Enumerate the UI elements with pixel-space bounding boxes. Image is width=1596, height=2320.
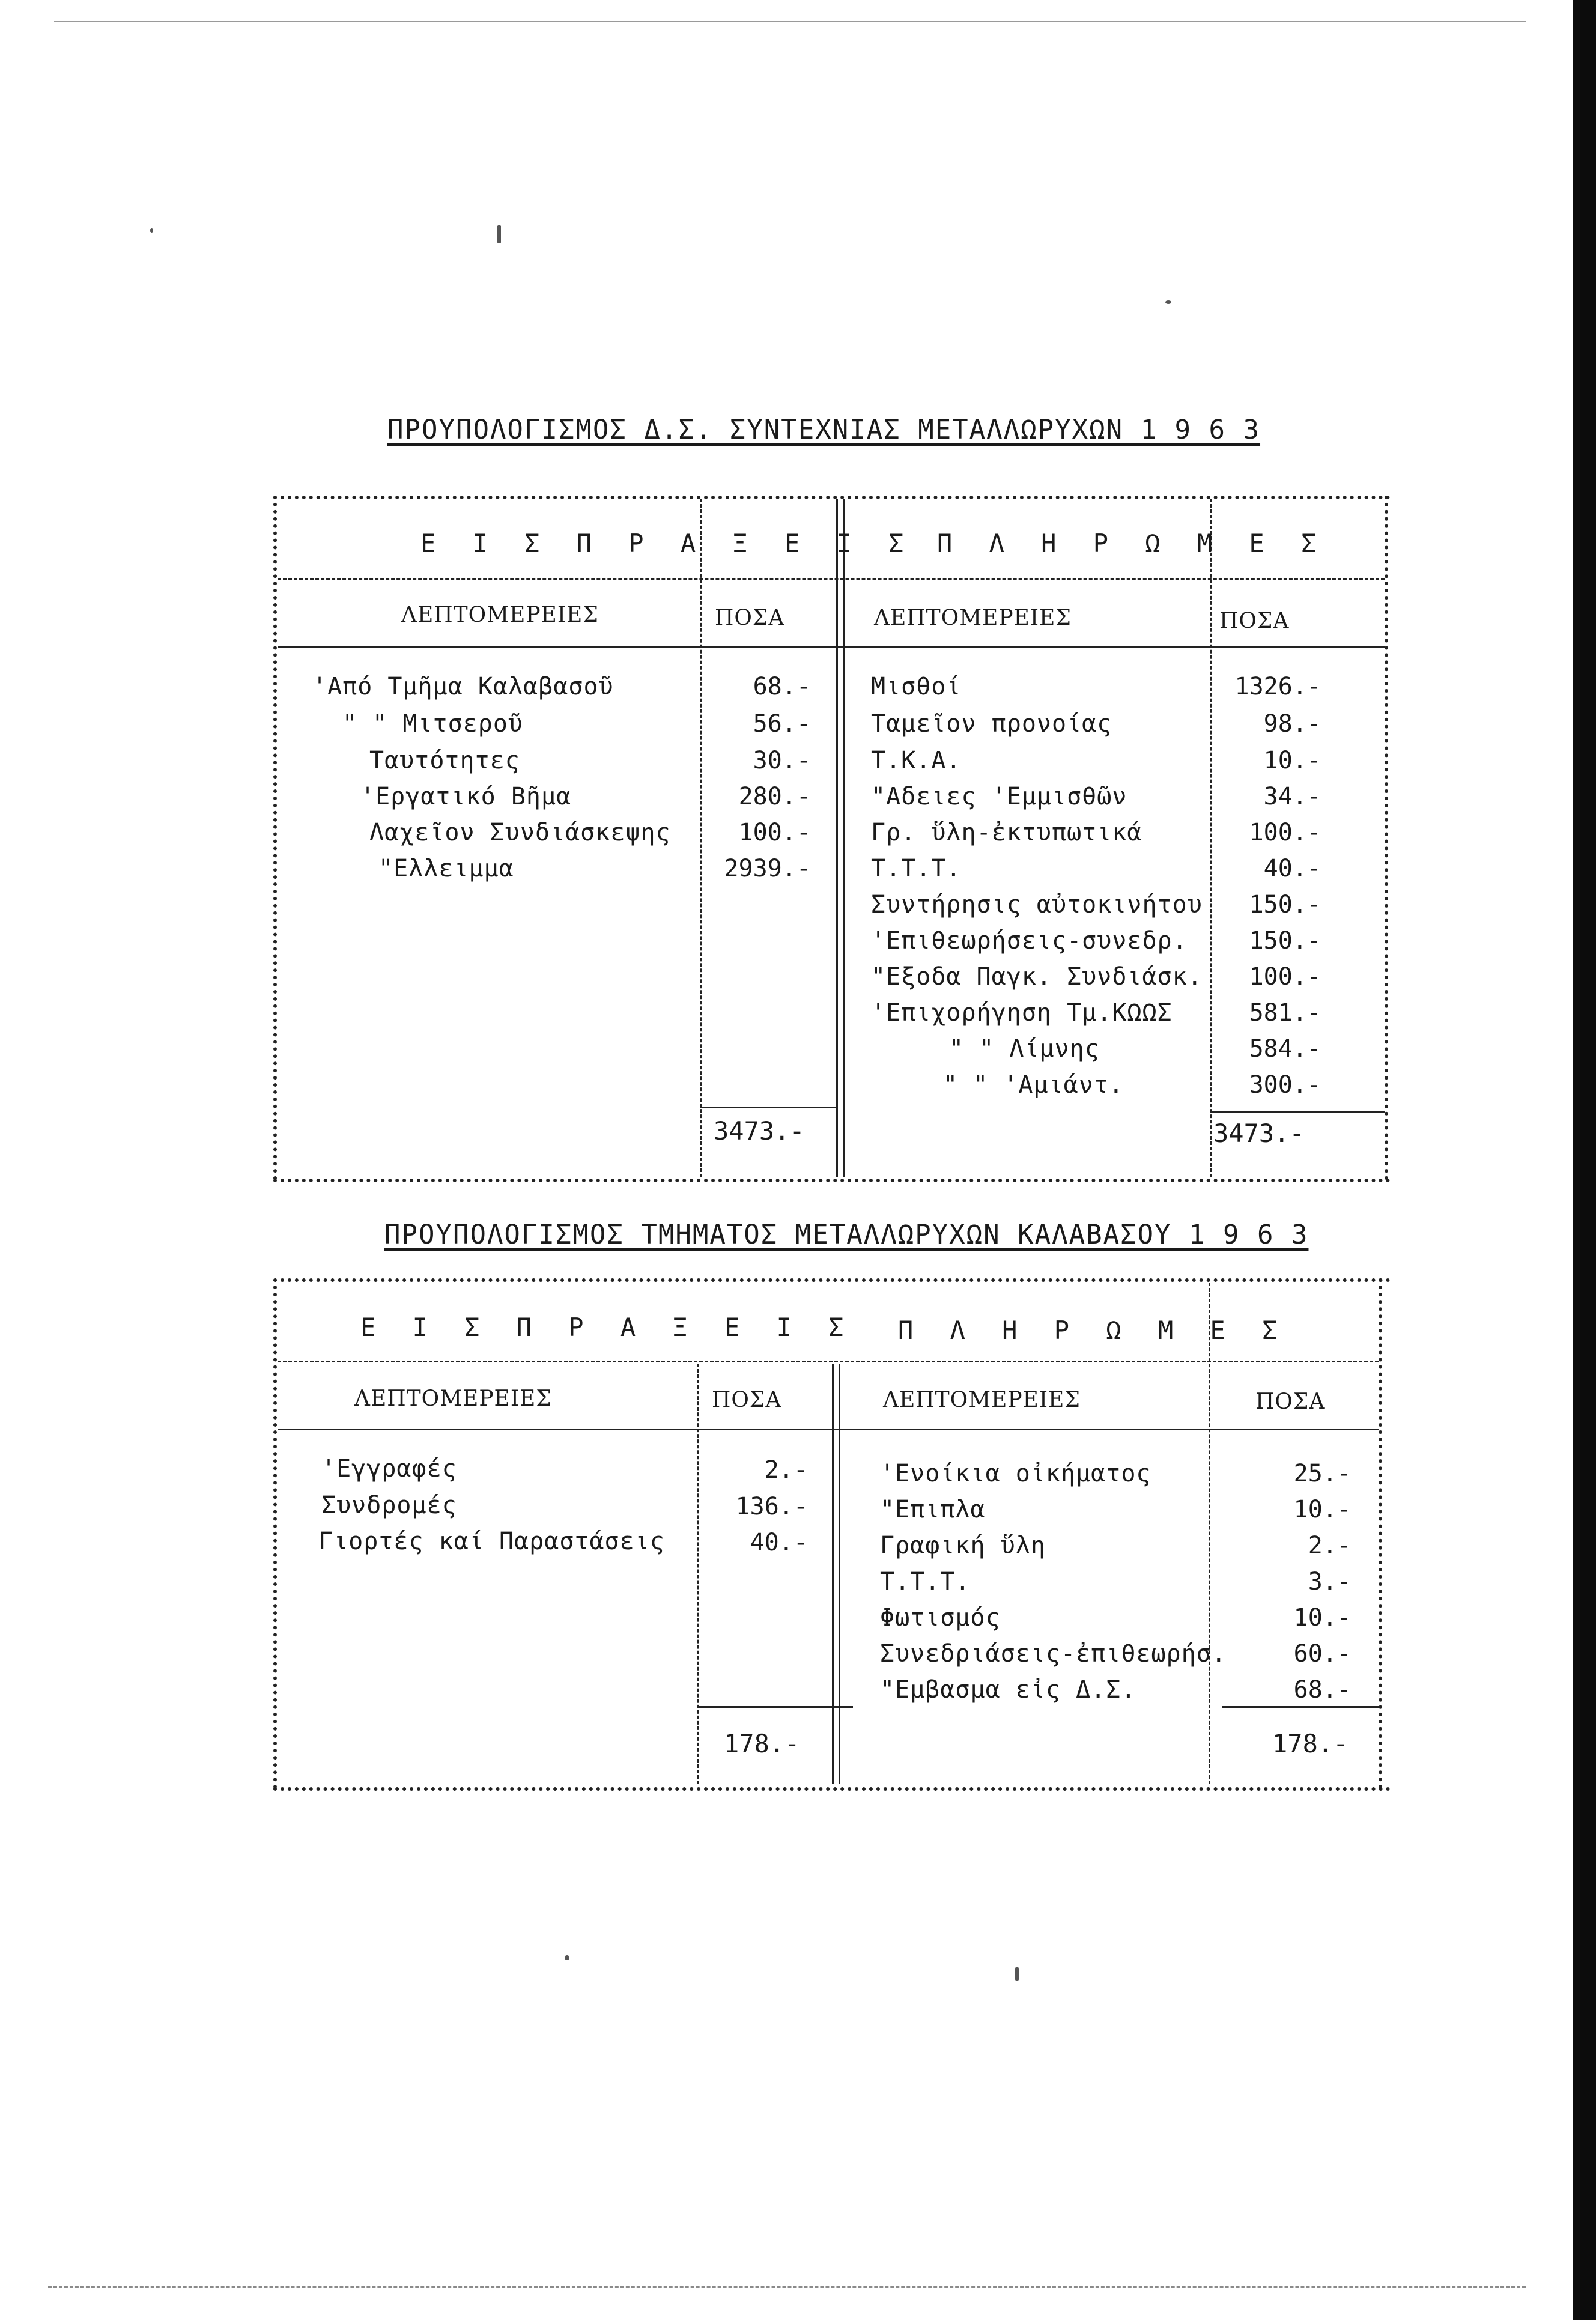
receipt-row-label: 'Εργατικό Βῆμα [360,783,572,810]
table-border-right [1385,496,1388,1180]
scan-speck [150,228,153,233]
payments-amount-header: ΠΟΣΑ [1255,1389,1326,1414]
payment-row-amount: 150.- [1249,927,1321,955]
payment-row-amount: 34.- [1263,783,1321,810]
table-border-top [273,1278,1391,1282]
table-border-bottom [273,1787,1391,1791]
receipts-heading: Ε Ι Σ Π Ρ Α Ξ Ε Ι Σ [360,1313,855,1342]
receipts-amount-divider [697,1364,699,1784]
receipts-payments-divider [832,1364,840,1784]
budget-2-title: ΠΡΟΥΠΟΛΟΓΙΣΜΟΣ ΤΜΗΜΑΤΟΣ ΜΕΤΑΛΛΩΡΥΧΩΝ ΚΑΛΑΒΑΣΟΥ 1 9 6 3 [384,1219,1309,1250]
receipts-heading: Ε Ι Σ Π Ρ Α Ξ Ε Ι Σ [420,529,915,558]
receipts-payments-divider [836,499,845,1177]
page-edge-top [54,21,1526,22]
payments-amount-header: ΠΟΣΑ [1219,609,1290,633]
receipts-total: 3473.- [714,1116,805,1146]
payment-row-label: 'Ενοίκια οἰκήματος [880,1460,1151,1487]
payment-row-label: " " Λίμνης [949,1035,1100,1063]
payments-total: 3473.- [1213,1119,1305,1148]
receipts-total-rule [697,1706,853,1708]
receipt-row-label: 'Από Τμῆμα Καλαβασοῦ [312,673,614,700]
payment-row-label: Συνεδριάσεις-ἐπιθεωρήσ. [880,1640,1227,1668]
payments-details-header: ΛΕΠΤΟΜΕΡΕΙΕΣ [874,606,1072,630]
payment-row-amount: 2.- [1308,1532,1352,1559]
table-border-left [273,1278,277,1789]
payment-row-amount: 60.- [1293,1640,1352,1668]
scan-speck [497,225,501,243]
receipt-row-label: "Ελλειμμα [378,855,514,882]
payment-row-label: "Επιπλα [880,1496,986,1523]
receipt-row-amount: 30.- [753,747,811,774]
payment-row-label: Ταμεῖον προνοίας [871,710,1112,738]
receipts-amount-header: ΠΟΣΑ [712,1388,782,1412]
payments-total: 178.- [1272,1729,1349,1758]
payment-row-amount: 10.- [1293,1496,1352,1523]
payments-total-rule [1222,1706,1379,1708]
receipt-row-amount: 40.- [750,1529,808,1556]
payment-row-label: Τ.Κ.Α. [871,747,962,774]
receipts-total: 178.- [724,1729,800,1758]
payment-row-label: "Εμβασμα εἰς Δ.Σ. [880,1676,1136,1704]
payments-details-header: ΛΕΠΤΟΜΕΡΕΙΕΣ [883,1388,1081,1412]
receipt-row-label: " " Μιτσεροῦ [342,710,523,738]
header-divider [278,1361,1379,1362]
scan-speck [565,1955,569,1960]
receipt-row-amount: 2.- [764,1456,808,1484]
column-header-divider [278,646,1385,648]
payment-row-amount: 100.- [1249,819,1321,846]
payment-row-amount: 98.- [1263,710,1321,738]
receipt-row-amount: 136.- [735,1493,808,1520]
budget-1-title: ΠΡΟΥΠΟΛΟΓΙΣΜΟΣ Δ.Σ. ΣΥΝΤΕΧΝΙΑΣ ΜΕΤΑΛΛΩΡΥΧΩΝ 1 9 6 3 [387,415,1261,445]
payment-row-label: 'Επιχορήγηση Τμ.ΚΩΩΣ [871,999,1173,1027]
scan-shadow-edge [1573,0,1596,2320]
receipts-amount-divider [700,499,702,1177]
payment-row-amount: 25.- [1293,1460,1352,1487]
payment-row-label: "Εξοδα Παγκ. Συνδιάσκ. [871,963,1203,991]
payment-row-label: Φωτισμός [880,1604,1001,1632]
page-edge-bottom [48,2286,1526,2288]
scan-speck [1015,1967,1019,1981]
payment-row-label: " " 'Αμιάντ. [943,1071,1124,1099]
column-header-divider [278,1429,1379,1430]
payment-row-amount: 10.- [1263,747,1321,774]
payment-row-label: "Αδειες 'Εμμισθῶν [871,783,1127,810]
table-border-right [1379,1278,1382,1789]
table-border-bottom [273,1179,1391,1182]
payments-amount-divider [1210,499,1212,1177]
payment-row-amount: 100.- [1249,963,1321,991]
payment-row-label: Μισθοί [871,673,962,700]
payment-row-amount: 10.- [1293,1604,1352,1632]
header-divider [278,578,1385,580]
payment-row-label: Τ.Τ.Τ. [880,1568,971,1596]
payment-row-label: Τ.Τ.Τ. [871,855,962,882]
table-border-left [273,496,277,1180]
payments-heading: Π Λ Η Ρ Ω Μ Ε Σ [898,1316,1288,1345]
payment-row-amount: 68.- [1293,1676,1352,1704]
payments-total-rule [1210,1111,1385,1113]
receipt-row-label: 'Εγγραφές [321,1455,457,1483]
scan-speck [1165,300,1171,304]
receipt-row-amount: 2939.- [724,855,811,882]
payment-row-amount: 300.- [1249,1071,1321,1099]
receipt-row-label: Λαχεῖον Συνδιάσκεψης [369,819,671,846]
payment-row-amount: 584.- [1249,1035,1321,1063]
receipt-row-label: Ταυτότητες [369,747,520,774]
payment-row-amount: 3.- [1308,1568,1352,1596]
payment-row-label: Γρ. ὕλη-ἐκτυπωτικά [871,819,1142,846]
payment-row-amount: 40.- [1263,855,1321,882]
receipt-row-amount: 68.- [753,673,811,700]
payments-amount-divider [1209,1283,1210,1784]
receipts-details-header: ΛΕΠΤΟΜΕΡΕΙΕΣ [401,603,599,627]
receipts-details-header: ΛΕΠΤΟΜΕΡΕΙΕΣ [354,1386,552,1411]
receipt-row-amount: 56.- [753,710,811,738]
payment-row-amount: 1326.- [1234,673,1321,700]
receipt-row-amount: 100.- [738,819,811,846]
receipts-amount-header: ΠΟΣΑ [715,606,785,630]
payments-heading: Π Λ Η Ρ Ω Μ Ε Σ [937,529,1327,558]
payment-row-label: Συντήρησις αὐτοκινήτου [871,891,1203,919]
payment-row-amount: 581.- [1249,999,1321,1027]
payment-row-label: Γραφική ὕλη [880,1532,1046,1559]
payment-row-label: 'Επιθεωρήσεις-συνεδρ. [871,927,1188,955]
receipt-row-label: Συνδρομές [321,1492,457,1519]
table-border-top [273,496,1391,499]
receipts-total-rule [700,1107,838,1108]
payment-row-amount: 150.- [1249,891,1321,919]
receipt-row-label: Γιορτές καί Παραστάσεις [318,1528,665,1555]
receipt-row-amount: 280.- [738,783,811,810]
